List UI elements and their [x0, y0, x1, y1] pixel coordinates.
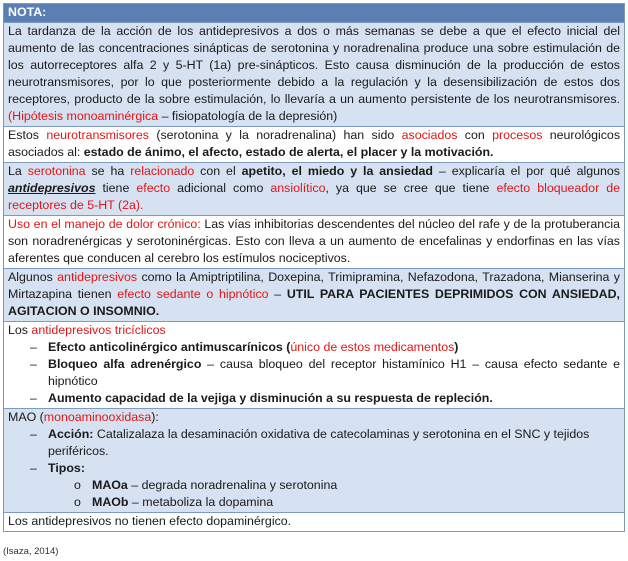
text-span: como la Amiptriptilina, Doxepina, Trimipramina, Nefazodona, Trazadona, Mianserina y Mirtazapina tienen [8, 270, 620, 301]
text-span: Catalizalaza la desaminación oxidativa de catecolaminas y serotonina en el SNC y tejidos periféricos. [48, 427, 590, 458]
latency-tail: – fisiopatología de la depresión) [158, 109, 338, 123]
highlight-triciclicos: antidepresivos tricíclicos [31, 323, 166, 337]
highlight-relacionado: relacionado [130, 164, 195, 178]
text-span: Las vías inhibitorias descendentes del núcleo del rafe y de la protuberancia son noradrenérgicas y serotoninérgicas. Esto con lleva a un aumento de encefalinas y endorfinas en las vías aferentes que conducen al cerebro los estímulos nociceptivos. [8, 217, 620, 265]
bullet-item [8, 390, 620, 407]
bold-maoa: MAOa [92, 478, 128, 492]
tricyclics-title [8, 322, 620, 339]
text-span: adicional como [170, 181, 271, 195]
text-span: ( [282, 340, 291, 354]
bold-anticholinergic: Efecto anticolinérgico antimuscarínicos [48, 340, 283, 354]
highlight-efecto: efecto [136, 181, 171, 195]
dash-icon: – [30, 391, 37, 405]
highlight-bloqueador: efecto bloqueador de receptores de 5-HT (2a). [8, 181, 620, 212]
note-header: NOTA: [4, 4, 624, 22]
paragraph-chronic-pain [4, 215, 624, 268]
highlight-unico: único de estos medicamentos [290, 340, 455, 354]
note-table [3, 3, 625, 532]
text-span: – metaboliza la dopamina [128, 495, 274, 509]
highlight-procesos: procesos [492, 128, 543, 142]
circle-bullet-icon: o [74, 495, 81, 509]
text-span: , ya que se cree que tiene [325, 181, 497, 195]
dash-icon: – [30, 461, 37, 475]
dash-icon: – [30, 340, 37, 354]
section-mao [4, 408, 624, 512]
text-span: – causa bloqueo del receptor histamínico H1 – causa efecto sedante e hipnótico [48, 357, 621, 388]
text-span: con [457, 128, 493, 142]
dash-icon: – [30, 427, 37, 441]
highlight-chronic-pain: Uso en el manejo de dolor crónico: [8, 217, 201, 231]
paragraph-serotonin [4, 162, 624, 215]
bullet-item [8, 460, 620, 477]
bullet-item [8, 339, 620, 356]
citation: (Isaza, 2014) [3, 546, 59, 557]
text-span: ): [151, 410, 159, 424]
dash-icon: – [30, 357, 37, 371]
text-span: (serotonina y la noradrenalina) han sido [148, 128, 402, 142]
highlight-antidepresivos: antidepresivos [57, 270, 138, 284]
text-span: Los [8, 323, 32, 337]
highlight-asociados: asociados [401, 128, 458, 142]
text-span: Algunos [8, 270, 58, 284]
bold-bladder: Aumento capacidad de la vejiga y disminución a su respuesta de repleción. [48, 391, 493, 405]
bold-alpha-block: Bloqueo alfa adrenérgico [48, 357, 202, 371]
highlight-monoaminooxidasa: monoaminooxidasa [43, 410, 152, 424]
paragraph-sedative [4, 268, 624, 321]
text-span: Estos [8, 128, 47, 142]
text-span: – explicaría el por qué algunos [433, 164, 621, 178]
text-span: – [268, 287, 287, 301]
highlight-serotonina: serotonina [27, 164, 86, 178]
mao-title [8, 409, 620, 426]
bullet-item [8, 426, 620, 460]
highlight-neurotransmisores: neurotransmisores [46, 128, 149, 142]
emphasis-antidepresivos: antidepresivos [8, 181, 96, 195]
text-span: ) [454, 340, 459, 354]
bold-accion: Acción: [48, 427, 94, 441]
text-span: se ha [85, 164, 131, 178]
text-span: tiene [95, 181, 137, 195]
bullet-item [8, 356, 620, 390]
bold-tipos: Tipos: [48, 461, 85, 475]
sub-bullet-item [8, 477, 620, 494]
section-tricyclics [4, 321, 624, 408]
bold-useful: UTIL PARA PACIENTES DEPRIMIDOS CON ANSIEDAD, AGITACION O INSOMNIO. [8, 287, 620, 318]
highlight-ansiolitico: ansiolítico [270, 181, 326, 195]
bold-states: estado de ánimo, el afecto, estado de alerta, el placer y la motivación. [83, 145, 494, 159]
hypothesis-label: (Hipótesis monoaminérgica [8, 109, 159, 123]
paragraph-neurotransmitters [4, 126, 624, 162]
text-span: MAO ( [8, 410, 44, 424]
text-span: neurológicos asociados al: [8, 128, 621, 159]
bold-appetite: apetito, el miedo y la ansiedad [241, 164, 433, 178]
highlight-sedante: efecto sedante o hipnótico [117, 287, 269, 301]
latency-text: La tardanza de la acción de los antidepresivos a dos o más semanas se debe a que el efecto inicial del aumento de las concentraciones sinápticas de serotonina y noradrenalina produce una sobre estimulación de los autorreceptores alfa 2 y 5-HT (1a) pre-sinápticos. Esto causa disminución de la producción de estos neurotransmisores, por lo que posteriormente debido a la regulación y la desensibilización de estos dos receptores, producto de la sobre estimulación, lo llevaría a un aumento persistente de los neurotransmisores. [8, 24, 620, 106]
sub-bullet-item [8, 494, 620, 511]
text-span: La [8, 164, 28, 178]
bold-maob: MAOb [92, 495, 129, 509]
paragraph-dopamine: Los antidepresivos no tienen efecto dopaminérgico. [4, 512, 624, 531]
text-span: – degrada noradrenalina y serotonina [127, 478, 338, 492]
paragraph-latency [4, 22, 624, 126]
text-span: con el [194, 164, 242, 178]
circle-bullet-icon: o [74, 478, 81, 492]
